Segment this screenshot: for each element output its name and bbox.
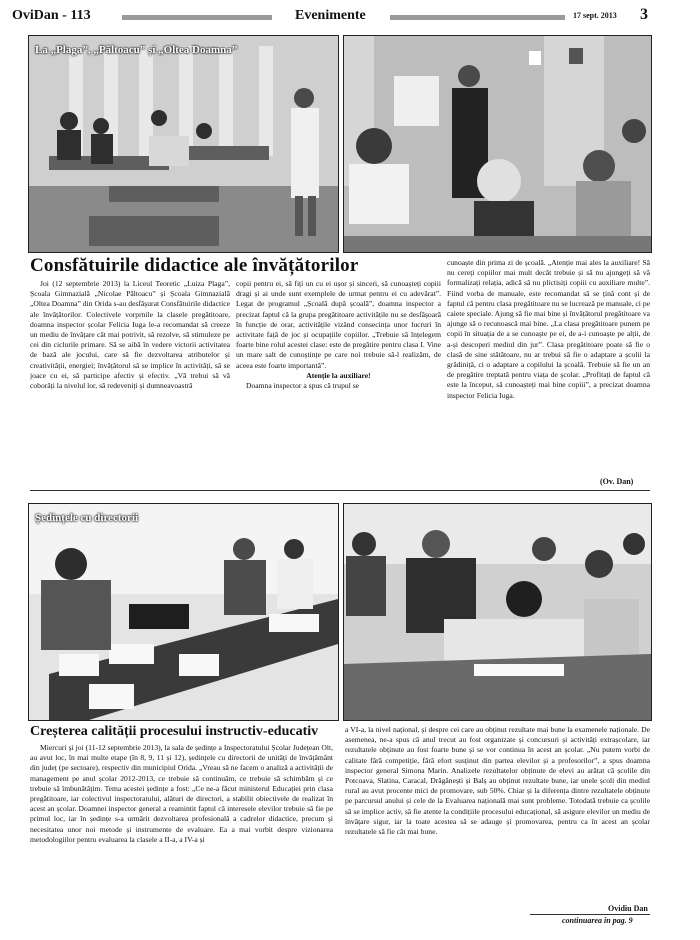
photo-directors-audience-image: [344, 504, 651, 720]
article2-title: Creșterea calității procesului instructiv-educativ: [30, 724, 319, 739]
article1-column-3: [447, 258, 650, 474]
article2-signature: Ovidiu Dan: [608, 904, 648, 913]
article1-subhead: Atenție la auxiliare!: [306, 370, 371, 380]
article2-col2-text: a VI-a, la nivel național, și despre cei care au obținut rezultate mai bune la examenele naționale. De asemenea, ne-a spus că anul trecut au fost organizate și concursuri și activități extrașcolare, iar rezultatele obținute au fost foarte bune și se vor continua în acest an școlar. „Nu putem vorbi de calitate fără competiție, fără efort susținut din partea elevilor și a profesorilor”, a spus doamna inspector general Simona Marin. Analizele rezultatelor obținute de elevi au arătat că școlile din Potcoava, Slatina, Caracal, Drăgănești și Balș au obținut rezultate bune, iar unele școli din mediul rural au avut procente mici de promovare, sub 50%. Chiar și la diferența dintre rezultatele obținute pe parcursul anului și cele de la Evaluarea națională mai sunt probleme. Totodată trebuie ca școlile să se implice activ, să fie atente la condițiile procesului educațional, să asigure elevilor un mediu de învățare sigur, iar la toate acestea să se adauge și promovarea, pentru ca în acest an școlar rezultatele să fie cât mai bune.: [345, 725, 650, 837]
photo-meeting-room: [343, 35, 652, 253]
article1-signature: (Ov. Dan): [600, 477, 634, 486]
continuation-rule: [530, 914, 650, 915]
article2-column-1: [30, 743, 333, 918]
article2-column-2: [345, 725, 650, 905]
photo-classroom-teachers-image: [29, 36, 338, 252]
article1-column-1: [30, 279, 230, 484]
header-rule-right: [390, 15, 565, 20]
article1-col1-text: Joi (12 septembrie 2013) la Liceul Teoretic „Luiza Plaga”, Școala Gimnazială „Nicolae Păltoacu” și Școala Gimnazială „Oltea Doamna” din Orida s-au desfășurat Consfătuirile didactice ale învățătorilor. Colectivele vorprnile la clasele pregătitoare, doamna inspector școlar Felicia Iuga le-a recomandat să creeze un mediu de învățare cât mai potrivit, să rezolve, să stimuleze pe cei din ciclurile primare. Să se aibă în vedere victorii activitatea de bază ale jocului, care să fie dezvoltarea atributelor și creativității, energiei; învățătorul să se implice în activități, să se joace cu ei, să participe afectiv și efectiv. „Vă trebui să vă coborâți la nivelul lor, să redeveniți și dumneavoastră: [30, 279, 230, 391]
header-date: 17 sept. 2013: [573, 11, 617, 20]
article1-title: Consfătuirile didactice ale învățătorilor: [30, 255, 359, 276]
section-divider: [30, 490, 650, 491]
header-rule-left: [122, 15, 272, 20]
article1-col2-text: copii pentru ei, să fiți un cu ei ușor și sinceri, să cunoașteți copiii dragi și ai unde sunt exemplele de urmat pentru ei cu adevărat”. Legat de programul „Școală după școală”, doamna inspector a precizat faptul că la grupa pregătitoare activitățile nu se desfășoară în funcție de orar, activitățile vizând consecința unor lucruri în activitate față de joc și ocupațiile copiilor. „Trebuie să înțelegem foarte bine rolul acestei clase: este de pregătire pentru clasa I. Vine un mare salt de cunoștințe pe care noi trebuie să-l realizăm, de aceea este foarte importantă”.: [236, 279, 441, 370]
article1-col2b-text: Doamna inspector a spus că trupul se: [246, 381, 360, 391]
header-section: Evenimente: [295, 8, 366, 23]
continuation-note: continuarea în pag. 9: [562, 916, 633, 925]
article2-col1-text: Miercuri și joi (11-12 septembrie 2013), la sala de ședințe a Inspectoratului Școlar Județean Olt, au avut loc, în mai multe etape (în 8, 9, 11 și 12), ședințele cu directorii de unități de învățământ din județ (pe sectoare), respectiv din municipiul Orida. „Vreau să ne facem o analiză a activității de management pe anul școlar 2012-2013, ce trebuie să continuăm, ce trebuie să schimbăm și ce trebuie să îmbunătățim. Tema acestei ședințe a fost: „Ce ne-a făcut ministerul Educației prin clasa pregătitoare, iar colectivul inspectoratului, alături de directori, a stabilit obiectivele de realizat în acest an școlar. Doamnei inspector general a reamintit faptul că interesele elevilor trebuie să fie pe primul loc, iar în ședințe s-a urmărit dezvoltarea profesională a cadrelor didactice, precum și necesitatea unor noi metode și instrumente de evaluare. Ea a mai vorbit despre vizionarea metodologiilor pentru evaluarea la clasele a II-a, a IV-a și: [30, 743, 333, 844]
header-publication: OviDan - 113: [12, 8, 91, 23]
photo-classroom-teachers: [28, 35, 339, 253]
photo-directors-meeting-image: [29, 504, 338, 720]
photo-directors-meeting: [28, 503, 339, 721]
photo1-caption: La „Plaga”, „Păltoacu” și „Oltea Doamna”: [35, 44, 238, 56]
header-page-number: 3: [640, 6, 648, 23]
article1-col3-text: cunoaște din prima zi de școală. „Atenție mai ales la auxiliare! Să nu cereți copiilor mai mult decât trebuie și să nu ajungeți să vă formalizați relația, adică să nu plictisiți copiii cu auxiliare multe”. Fiind vorba de manuale, este recomandat să se țină cont și de faptul că pentru clasa pregătitoare nu se lucrează pe manuale, ci pe caiete speciale. Ajung să fie mai bine și învățătorul pregătitoare va ajunge să o recunoască mai bine. „La clasa pregătitoare punem pe copii în situația de a se cunoaște pe ei, de a-i cunoaște pe alții, de a-și descoperi mediul din jur”. Clasa pregătitoare poate să fie o clasă de sine stătătoare, nu ar trebui să fie o adaptare a școlii la grădiniță, ci o adaptare a copilului la școală. Trebuie să fie un an de pregătire treptată pentru viața de școlar. „Profitați de faptul că este la început, să cunoașteți mai bine copiii”, a precizat doamna inspector Felicia Iuga.: [447, 258, 650, 400]
article1-column-2: [236, 279, 441, 484]
photo-meeting-room-image: [344, 36, 651, 252]
photo-directors-audience: [343, 503, 652, 721]
photo3-caption: Ședințele cu directorii: [35, 512, 139, 524]
